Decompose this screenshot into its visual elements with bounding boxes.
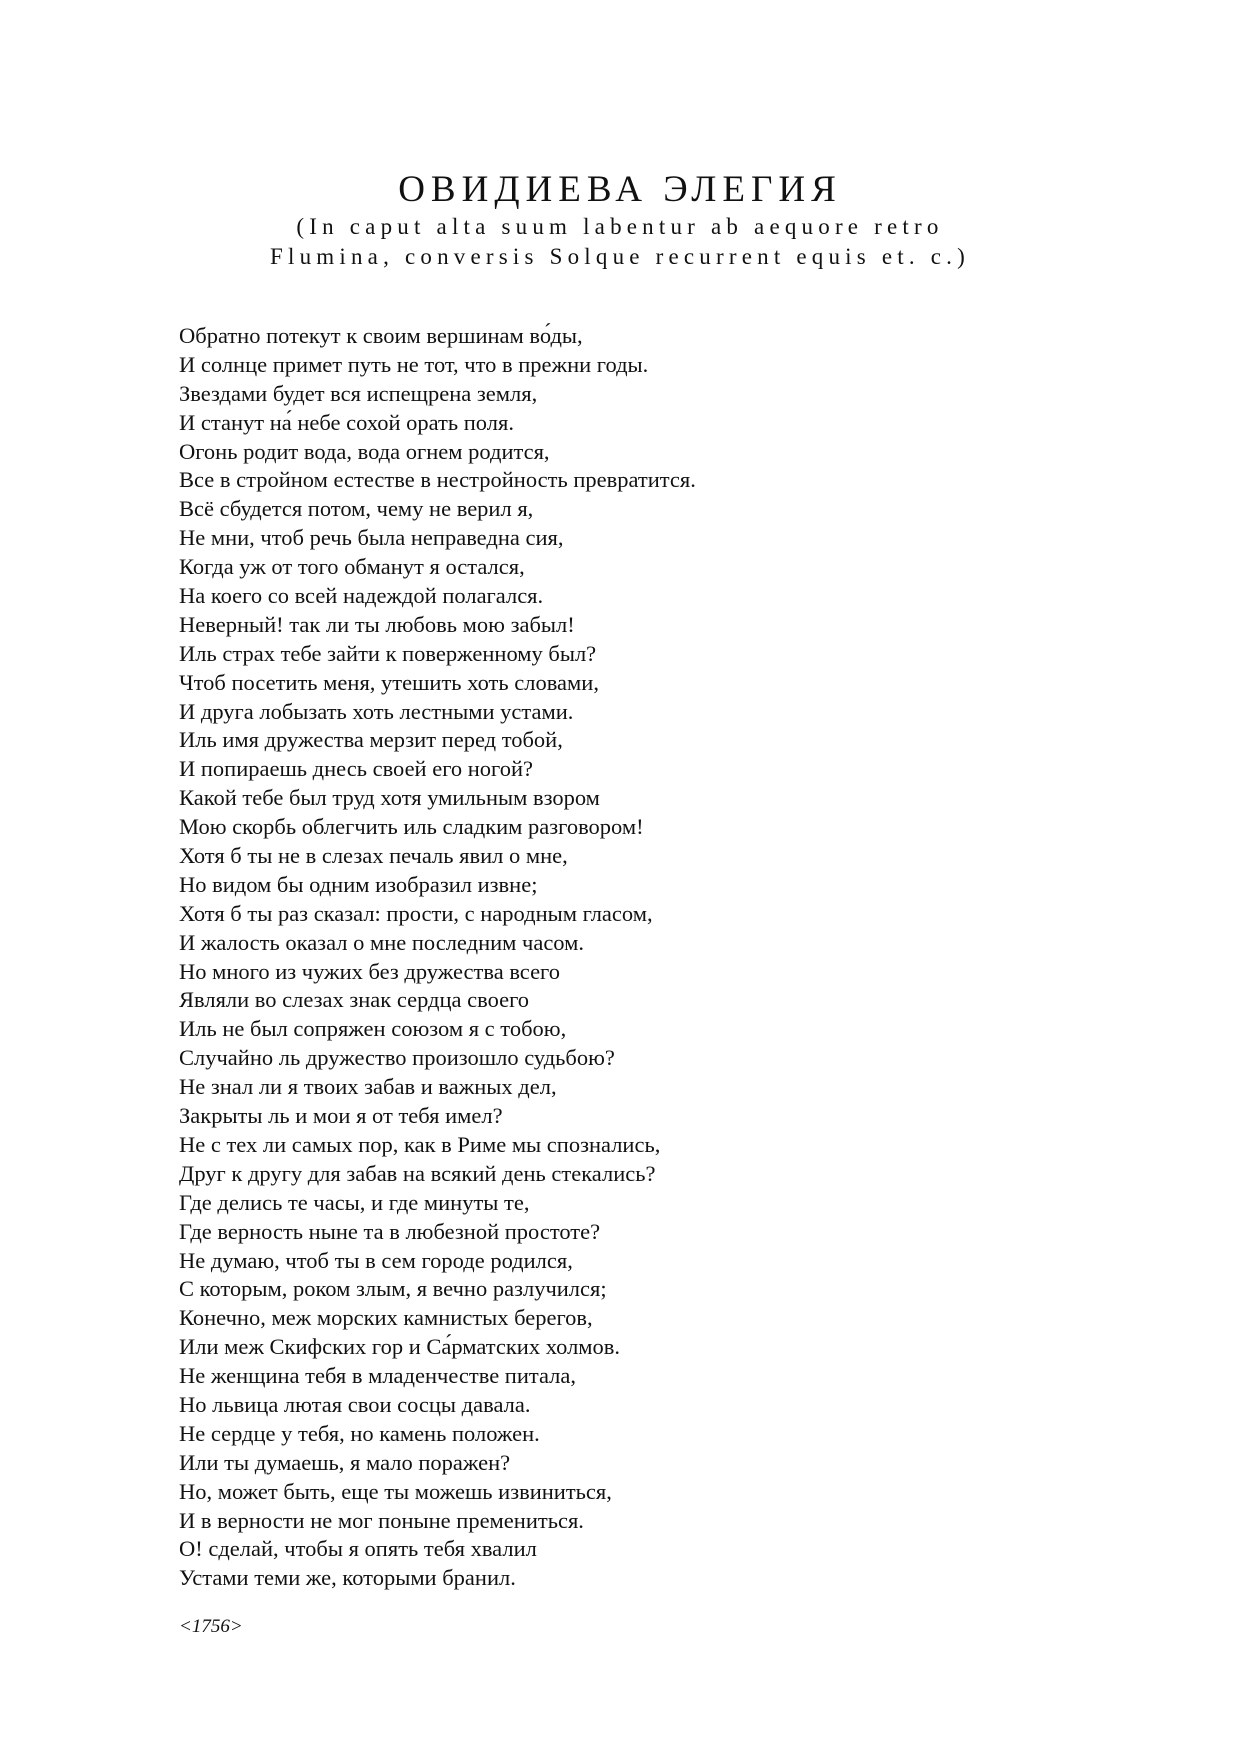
poem-line: Где делись те часы, и где минуты те,	[179, 1189, 530, 1215]
poem-line: Огонь родит вода, вода огнем родится,	[179, 438, 550, 464]
poem-line: Не думаю, чтоб ты в сем городе родился,	[179, 1247, 573, 1273]
poem-line: Или меж Скифских гор и Са́рматских холмов.	[179, 1334, 621, 1360]
poem-date: <1756>	[179, 1616, 243, 1637]
poem-line: Но видом бы одним изобразил извне;	[179, 871, 538, 897]
epigraph-line: (In caput alta suum labentur ab aequore retro	[296, 214, 944, 239]
poem-line: Звездами будет вся испещрена земля,	[179, 380, 538, 406]
poem-line: Иль страх тебе зайти к поверженному был?	[179, 640, 597, 666]
poem-line: И попираешь днесь своей его ногой?	[179, 756, 533, 782]
poem-line: И жалость оказал о мне последним часом.	[179, 929, 584, 955]
poem-line: Где верность ныне та в любезной простоте?	[179, 1218, 601, 1244]
poem-line: И друга лобызать хоть лестными устами.	[179, 698, 574, 724]
poem-line: Неверный! так ли ты любовь мою забыл!	[179, 611, 575, 637]
poem-line: И станут на́ небе сохой орать поля.	[179, 409, 514, 435]
poem-line: Какой тебе был труд хотя умильным взором	[179, 785, 600, 811]
poem-line: И солнце примет путь не тот, что в прежни годы.	[179, 351, 649, 377]
poem-line: Не мни, чтоб речь была неправедна сия,	[179, 525, 564, 551]
poem-line: Всё сбудется потом, чему не верил я,	[179, 496, 534, 522]
poem-line: Или ты думаешь, я мало поражен?	[179, 1449, 511, 1475]
poem-line: Мою скорбь облегчить иль сладким разговором!	[179, 814, 644, 840]
poem-line: Хотя б ты раз сказал: прости, с народным гласом,	[179, 900, 653, 926]
poem-line: Являли во слезах знак сердца своего	[179, 987, 530, 1013]
poem-line: О! сделай, чтобы я опять тебя хвалил	[179, 1536, 537, 1562]
poem-line: Друг к другу для забав на всякий день стекались?	[179, 1160, 656, 1186]
poem-line: Не знал ли я твоих забав и важных дел,	[179, 1074, 557, 1100]
poem-line: Обратно потекут к своим вершинам во́ды,	[179, 323, 583, 348]
poem-line: Но, может быть, еще ты можешь извиниться,	[179, 1478, 612, 1504]
poem-line: Иль не был сопряжен союзом я с тобою,	[179, 1016, 567, 1042]
poem-line: Но львица лютая свои сосцы давала.	[179, 1391, 531, 1417]
poem-line: Иль имя дружества мерзит перед тобой,	[179, 727, 563, 753]
epigraph-line: Flumina, conversis Solque recurrent equis et. c.)	[270, 244, 970, 269]
poem-line: И в верности не мог поныне премениться.	[179, 1507, 584, 1533]
poem-line: Случайно ль дружество произошло судьбою?	[179, 1045, 615, 1071]
poem-line: С которым, роком злым, я вечно разлучился;	[179, 1276, 607, 1302]
poem-line: Не женщина тебя в младенчестве питала,	[179, 1363, 577, 1389]
poem-line: Закрыты ль и мои я от тебя имел?	[179, 1103, 503, 1129]
poem-line: Все в стройном естестве в нестройность превратится.	[179, 467, 696, 493]
poem-body	[179, 322, 696, 1593]
poem-line: Конечно, меж морских камнистых берегов,	[179, 1305, 593, 1331]
poem-line: Но много из чужих без дружества всего	[179, 958, 560, 984]
poem-line: Не с тех ли самых пор, как в Риме мы спознались,	[179, 1131, 661, 1157]
poem-line: Когда уж от того обманут я остался,	[179, 554, 525, 580]
poem-line: Чтоб посетить меня, утешить хоть словами,	[179, 669, 599, 695]
poem-line: Не сердце у тебя, но камень положен.	[179, 1420, 540, 1446]
poem-title: ОВИДИЕВА ЭЛЕГИЯ	[398, 169, 842, 210]
latin-epigraph	[0, 212, 1240, 272]
poem-line: Хотя б ты не в слезах печаль явил о мне,	[179, 843, 568, 869]
poem-line: На коего со всей надеждой полагался.	[179, 583, 544, 609]
poem-line: Устами теми же, которыми бранил.	[179, 1565, 516, 1591]
